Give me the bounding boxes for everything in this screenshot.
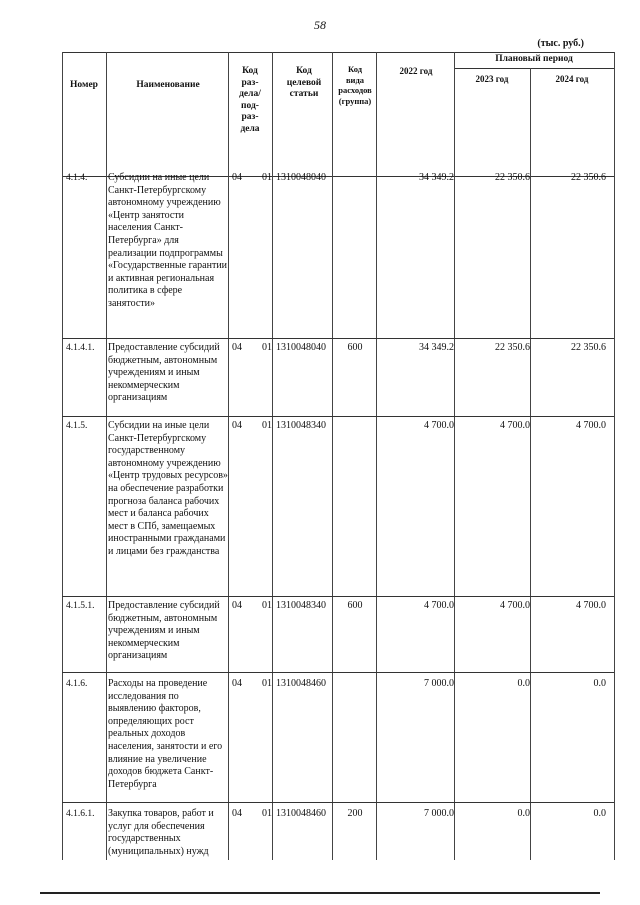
header-number: Номер — [70, 80, 98, 90]
header-planned-period: Плановый период — [495, 54, 573, 64]
table-row — [62, 172, 614, 338]
row-subsection: 01 — [262, 172, 272, 183]
row-2023: 0.0 — [517, 808, 530, 819]
page-number: 58 — [314, 18, 326, 32]
row-number: 4.1.5. — [66, 421, 88, 431]
row-section: 04 — [232, 600, 242, 611]
header-2024: 2024 год — [555, 74, 589, 84]
row-2022: 7 000.0 — [424, 808, 454, 819]
units-label: (тыс. руб.) — [537, 38, 584, 49]
row-target: 1310048460 — [276, 808, 326, 819]
row-2022: 34 349.2 — [419, 172, 454, 183]
row-2022: 4 700.0 — [424, 600, 454, 611]
row-subsection: 01 — [262, 600, 272, 611]
row-section: 04 — [232, 342, 242, 353]
page-bottom-rule — [40, 892, 600, 894]
row-2024: 0.0 — [593, 808, 606, 819]
header-section: Код раз- дела/ под- раз- дела — [239, 66, 261, 134]
row-name: Предоставление субсидий бюджетным, автономным учреждениям и иным некоммерческим организациям — [108, 342, 220, 404]
row-2022: 34 349.2 — [419, 342, 454, 353]
row-group: 200 — [347, 808, 363, 819]
row-subsection: 01 — [262, 420, 272, 431]
row-2022: 7 000.0 — [424, 678, 454, 689]
row-subsection: 01 — [262, 342, 272, 353]
row-2024: 0.0 — [593, 678, 606, 689]
row-2024: 4 700.0 — [576, 420, 606, 431]
header-target: Код целевой статьи — [286, 66, 322, 99]
row-target: 1310048040 — [276, 342, 326, 353]
row-name: Закупка товаров, работ и услуг для обеспечения государственных (муниципальных) нужд — [108, 808, 214, 857]
row-name: Предоставление субсидий бюджетным, автономным учреждениям и иным некоммерческим организациям — [108, 600, 220, 662]
row-2023: 4 700.0 — [500, 420, 530, 431]
row-2024: 22 350.6 — [571, 342, 606, 353]
row-2023: 22 350.6 — [495, 172, 530, 183]
row-subsection: 01 — [262, 678, 272, 689]
row-2024: 4 700.0 — [576, 600, 606, 611]
row-name: Субсидии на иные цели Санкт-Петербургскому государственному автономному учреждению «Центр трудовых ресурсов» на обеспечение разработки прогноза баланса рабочих мест и баланса рабочих мест в СПб, замещаемых иностранными гражданами и лицами без гражданства — [108, 420, 228, 557]
row-2022: 4 700.0 — [424, 420, 454, 431]
row-target: 1310048340 — [276, 600, 326, 611]
table-row — [62, 420, 614, 596]
row-target: 1310048340 — [276, 420, 326, 431]
row-2023: 22 350.6 — [495, 342, 530, 353]
row-2023: 0.0 — [517, 678, 530, 689]
row-number: 4.1.5.1. — [66, 601, 95, 611]
row-section: 04 — [232, 172, 242, 183]
row-name: Субсидии на иные цели Санкт-Петербургскому автономному учреждению «Центр занятости населения Санкт-Петербурга» для реализации подпрограммы «Государственные гарантии и активная региональная политика в сфере занятости» — [108, 172, 228, 309]
row-2023: 4 700.0 — [500, 600, 530, 611]
row-target: 1310048040 — [276, 172, 326, 183]
table-row — [62, 808, 614, 860]
row-name: Расходы на проведение исследования по выявлению факторов, определяющих рост реальных доходов населения, занятости и его влияние на увеличение доходов бюджета Санкт-Петербурга — [108, 678, 223, 790]
header-group: Код вида расходов (группа) — [338, 64, 372, 106]
table-row — [62, 600, 614, 672]
header-2023: 2023 год — [475, 74, 509, 84]
row-2024: 22 350.6 — [571, 172, 606, 183]
table-row — [62, 342, 614, 416]
row-section: 04 — [232, 808, 242, 819]
row-group: 600 — [347, 342, 363, 353]
row-subsection: 01 — [262, 808, 272, 819]
row-number: 4.1.4.1. — [66, 343, 95, 353]
header-name: Наименование — [136, 80, 200, 90]
row-number: 4.1.4. — [66, 173, 88, 183]
row-target: 1310048460 — [276, 678, 326, 689]
row-section: 04 — [232, 420, 242, 431]
table-row — [62, 678, 614, 802]
header-2022: 2022 год — [399, 66, 433, 76]
row-group: 600 — [347, 600, 363, 611]
row-section: 04 — [232, 678, 242, 689]
row-number: 4.1.6.1. — [66, 809, 95, 819]
row-number: 4.1.6. — [66, 679, 88, 689]
